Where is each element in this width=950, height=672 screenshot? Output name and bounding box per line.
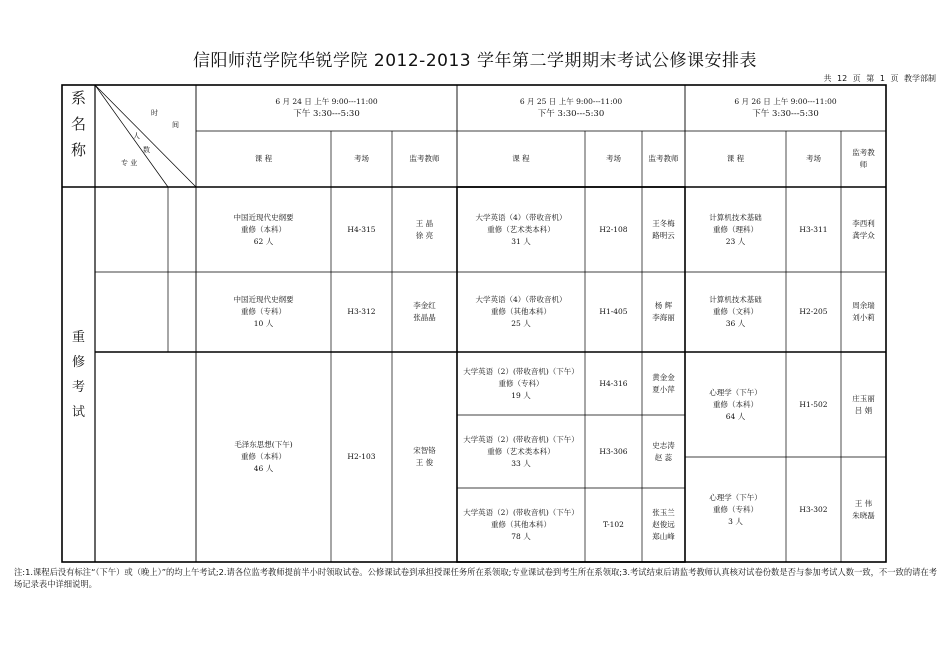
corner-count: 数: [143, 146, 150, 154]
day3-proctor-header: 监考教 师: [852, 148, 875, 169]
day2-row1-proctors: 王冬梅 路明云: [652, 218, 675, 240]
day3-row2-course: 计算机技术基础 重修（文科） 36 人: [709, 295, 762, 328]
day2-row3-proctors: 黄金金 夏小萍: [652, 372, 675, 394]
day2-course-header: 课 程: [512, 154, 530, 163]
day3-row3-course: 心理学（下午） 重修（本科） 64 人: [709, 387, 762, 421]
day1-room-header: 考场: [354, 154, 369, 163]
day2-row4-proctors: 史志涛 赵 蕊: [652, 440, 675, 462]
day1-course-header: 课 程: [254, 154, 273, 163]
day1-row1-room: H4-315: [347, 224, 376, 234]
day1-row3-room: H2-103: [347, 452, 376, 461]
page-info: 共 12 页 第 1 页 教学部制: [823, 74, 936, 83]
corner-interval: 间: [172, 121, 179, 129]
day3-header: 6 月 26 日 上午 9:00---11:00 下午 3:30---5:30: [734, 97, 837, 119]
day3-row3-room: H1-502: [799, 399, 828, 409]
day1-row1-proctors: 王 晶 徐 亮: [415, 218, 434, 240]
day3-row3-proctors: 庄玉丽 吕 娟: [852, 393, 875, 415]
day3-row1-proctors: 李西利 龚学众: [852, 218, 875, 240]
footnote: 注:1.课程后没有标注“（下午）或（晚上）”的均上午考试;2.请各位监考教师提前半小时领取试卷。公修课试卷到承担授课任务所在系领取;专业课试卷到考生所在系领取;3.考试结束后请监考教师认真核对试卷份数是否与参加考试人数一致，不一致的请在考场记录表中详细说明。: [14, 567, 938, 589]
day2-proctor-header: 监考教师: [648, 154, 679, 163]
corner-time: 时: [151, 109, 158, 117]
day3-row1-room: H3-311: [799, 224, 828, 234]
page-title: 信阳师范学院华锐学院 2012-2013 学年第二学期期末考试公修课安排表: [193, 51, 757, 71]
day3-row4-proctors: 王 伟 朱晓磊: [852, 498, 875, 520]
day2-row2-room: H1-405: [599, 307, 628, 316]
day1-row3-proctors: 宋智铬 王 俊: [413, 446, 436, 467]
day3-room-header: 考场: [806, 154, 821, 163]
day3-row2-room: H2-205: [799, 307, 828, 316]
day2-header: 6 月 25 日 上午 9:00---11:00 下午 3:30---5:30: [519, 97, 623, 119]
day2-room-header: 考场: [606, 154, 621, 163]
day3-course-header: 课 程: [726, 154, 745, 163]
category-label: 重 修 考 试: [71, 330, 85, 420]
day1-row2-course: 中国近现代史纲要 重修（专科） 10 人: [233, 295, 294, 328]
day2-row5-room: T-102: [603, 520, 624, 529]
day1-row2-proctors: 李金红 张晶晶: [413, 301, 436, 322]
dept-name-label: 系 名 称: [70, 89, 86, 159]
day3-row2-proctors: 周余瑞 刘小莉: [852, 301, 875, 322]
day2-row2-proctors: 杨 辉 李海丽: [652, 301, 675, 322]
day2-row1-course: 大学英语（4）（带收音机） 重修（艺术类本科） 31 人: [475, 212, 567, 246]
day1-row2-room: H3-312: [347, 307, 376, 316]
day1-proctor-header: 监考教师: [409, 154, 440, 163]
day2-row4-room: H3-306: [599, 446, 628, 456]
day3-row4-course: 心理学（下午） 重修（专科） 3 人: [709, 492, 762, 526]
day1-row3-course: 毛泽东思想(下午) 重修（本科） 46 人: [234, 440, 293, 473]
day2-row4-course: 大学英语（2）(带收音机)（下午） 重修（艺术类本科） 33 人: [463, 434, 579, 468]
day2-row3-room: H4-316: [599, 378, 628, 388]
day2-row5-course: 大学英语（2）(带收音机)（下午） 重修（其他本科） 78 人: [463, 508, 579, 541]
day2-row3-course: 大学英语（2）(带收音机)（下午） 重修（专科） 19 人: [463, 366, 579, 400]
corner-major: 专 业: [121, 159, 138, 167]
day2-row1-room: H2-108: [599, 224, 628, 234]
day2-row5-proctors: 张玉兰 赵俊远 郑山峰: [652, 508, 675, 541]
day1-header: 6 月 24 日 上午 9:00---11:00 下午 3:30---5:30: [275, 97, 378, 119]
day2-row2-course: 大学英语（4）（带收音机） 重修（其他本科） 25 人: [475, 295, 567, 328]
day1-row1-course: 中国近现代史纲要 重修（本科） 62 人: [233, 212, 294, 246]
day3-row1-course: 计算机技术基础 重修（理科） 23 人: [709, 212, 762, 246]
corner-people: 人: [133, 132, 140, 140]
day3-row4-room: H3-302: [799, 504, 828, 514]
